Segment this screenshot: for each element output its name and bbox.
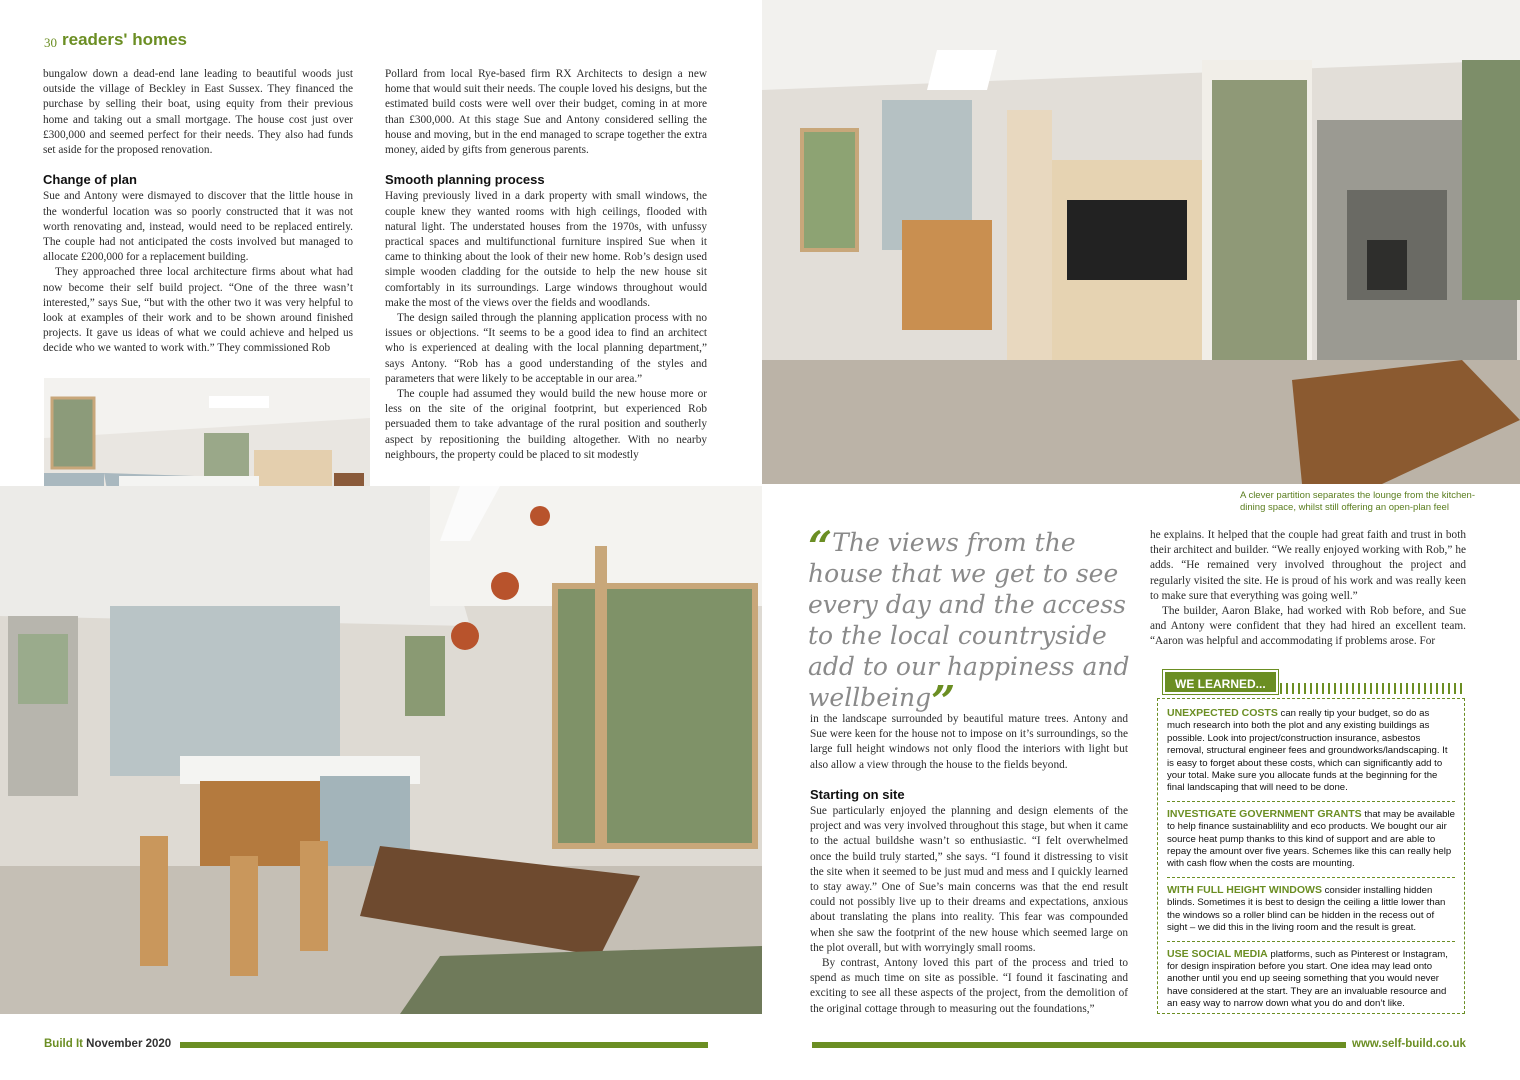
footer-rule-left (180, 1042, 708, 1048)
article-column-4 (1150, 528, 1466, 650)
tip-title: WITH FULL HEIGHT WINDOWS (1167, 883, 1322, 896)
page-number: 30 (44, 35, 57, 50)
tip-item (1167, 884, 1455, 942)
tip-title: USE SOCIAL MEDIA (1167, 947, 1268, 960)
close-quote-mark: ” (931, 677, 956, 726)
pull-quote (808, 522, 1138, 726)
decorative-ticks (1280, 683, 1466, 694)
paragraph: The couple had assumed they would build the new house more or less on the site of the original footprint, but experienced Rob persuaded them to take advantage of the rural position and southerly aspect by repositioning the building altogether. With no nearby neighbours, the property could be placed to sit modestly (385, 388, 707, 461)
tip-body: platforms, such as Pinterest or Instagram, for design inspiration before you start. One idea may lead onto another until you end up seeing something that you would never have considered at the start. They are an invaluable resource and an easy way to narrow down what you do and don’t like. (1167, 948, 1448, 1010)
footer-magazine (44, 1038, 171, 1050)
subheading-smooth-planning: Smooth planning process (385, 172, 545, 188)
subheading-change-of-plan: Change of plan (43, 172, 137, 188)
paragraph: The builder, Aaron Blake, had worked with Rob before, and Sue and Antony were confident that they had hired an excellent team. “Aaron was helpful and accommodating if problems arose. For (1150, 605, 1466, 648)
tip-body: can really tip your budget, so do as much research into both the plot and any existing buildings as possible. Look into project/construction insurance, asbestos removal, structural engineer fees and groundworks/landscaping. It is easy to forget about these costs, which can significantly add to your total. Make sure you allocate funds at the beginning for the final landscaping that will need to be done. (1167, 708, 1448, 794)
open-quote-mark: “ (808, 522, 833, 571)
subheading-starting-on-site: Starting on site (810, 786, 905, 802)
paragraph: bungalow down a dead-end lane leading to beautiful woods just outside the village of Beckley in East Sussex. They financed the purchase by selling their boat, using equity from their previous home and taking out a small mortgage. The house cost just over £300,000 and seemed perfect for their needs. They also had funds set aside for the proposed renovation. (43, 68, 353, 157)
tip-title: INVESTIGATE GOVERNMENT GRANTS (1167, 807, 1362, 820)
paragraph: Sue and Antony were dismayed to discover that the little house in the wonderful location was so poorly constructed that it was not worth renovating and, instead, would need to be replaced entirely. The couple had not anticipated the costs involved but managed to allocate £200,000 for a replacement building. (43, 190, 353, 264)
kitchen-dining-photo (0, 486, 762, 1014)
photo-caption: A clever partition separates the lounge from the kitchen-dining space, whilst still offering an open-plan feel (1240, 490, 1475, 513)
tip-title: UNEXPECTED COSTS (1167, 707, 1278, 719)
section-title: readers' homes (62, 30, 187, 49)
footer-rule-right (812, 1042, 1346, 1048)
paragraph: in the landscape surrounded by beautiful mature trees. Antony and Sue were keen for the house not to impose on it’s surroundings, so the large full height windows not only flood the interiors with light but also allow a view through the house to the fields beyond. (810, 713, 1128, 771)
paragraph: The design sailed through the planning application process with no issues or objections. “It seems to be a good idea to find an architect who is experienced at dealing with the local planning department,” says Antony. “Rob has a good understanding of the styles and parameters that were likely to be acceptable in our area.” (385, 312, 707, 385)
paragraph: he explains. It helped that the couple had great faith and trust in both their architect and builder. “We really enjoyed working with Rob,” he adds. “He remained very involved throughout the project and regularly visited the site. He is proud of his work and was really keen to make sure that everything was going well.” (1150, 529, 1466, 602)
tip-body: consider installing hidden blinds. Sometimes it is best to design the ceiling a little lower than the windows so a roller blind can be hidden in the recess out of sight – we did this in the living room and the result is great. (1167, 884, 1446, 934)
article-column-2 (385, 67, 707, 463)
magazine-name: Build It (44, 1038, 83, 1050)
paragraph: By contrast, Antony loved this part of the process and tried to spend as much time on site as possible. “I found it fascinating and exciting to see all these aspects of the project, from the demolition of the original cottage through to measuring out the foundations,” (810, 957, 1128, 1015)
tip-item (1167, 948, 1455, 1017)
issue-date: November 2020 (86, 1038, 172, 1050)
pull-quote-text: The views from the house that we get to see every day and the access to the local countryside add to our happiness and wellbeing (808, 528, 1130, 712)
paragraph: Pollard from local Rye-based firm RX Architects to design a new home that would suit their needs. The couple loved his designs, but the estimated build costs were well over their budget, coming in at more than £300,000. At this stage Sue and Antony considered selling the house and moving, but in the end managed to scrape together the extra money, aided by gifts from generous parents. (385, 68, 707, 157)
paragraph: They approached three local architecture firms about what had now become their self build project. “One of the three wasn’t interested,” says Sue, “but with the other two it was very helpful to look at examples of their work and to be shown around finished projects. It gave us ideas of what we could achieve and helped us decide who we wanted to work with.” They commissioned Rob (43, 266, 353, 355)
we-learned-box (1157, 698, 1465, 1014)
tip-item (1167, 707, 1455, 802)
we-learned-tab: WE LEARNED... (1163, 670, 1278, 694)
paragraph: Sue particularly enjoyed the planning and design elements of the project and was very involved throughout this stage, but when it came to the actual buildshe wasn’t so enthusiastic. “I felt overwhelmed once the build truly started,” she says. “I found it distressing to visit the site when it seemed to be just mud and mess and I quickly learned to stay away.” One of Sue’s main concerns was that the end result could not possibly live up to their dreams and expectations, anxious about translating the plans into reality. This fear was compounded when she saw the footprint of the new house which seemed large on the plot overall, but with worryingly small rooms. (810, 805, 1128, 954)
article-column-3 (810, 712, 1128, 1017)
tip-item (1167, 808, 1455, 878)
tip-body: that may be available to help finance sustainablility and eco products. We bought our air source heat pump thanks to this kind of support and are able to repay the amount over five years. Schemes like this can really help with cash flow when the costs are mounting. (1167, 808, 1455, 870)
paragraph: Having previously lived in a dark property with small windows, the couple knew they wanted rooms with high ceilings, flooded with natural light. The understated houses from the 1970s, with unfussy practical spaces and multifunctional furniture inspired Sue when it came to thinking about the look of their new home. Rob’s design used simple wooden cladding for the outside to help the new house sit comfortably in its surroundings. Large windows throughout would make the most of the views over the fields and woodlands. (385, 190, 707, 309)
footer-url[interactable]: www.self-build.co.uk (1352, 1038, 1466, 1050)
article-column-1 (43, 67, 353, 357)
living-room-photo (762, 0, 1520, 484)
